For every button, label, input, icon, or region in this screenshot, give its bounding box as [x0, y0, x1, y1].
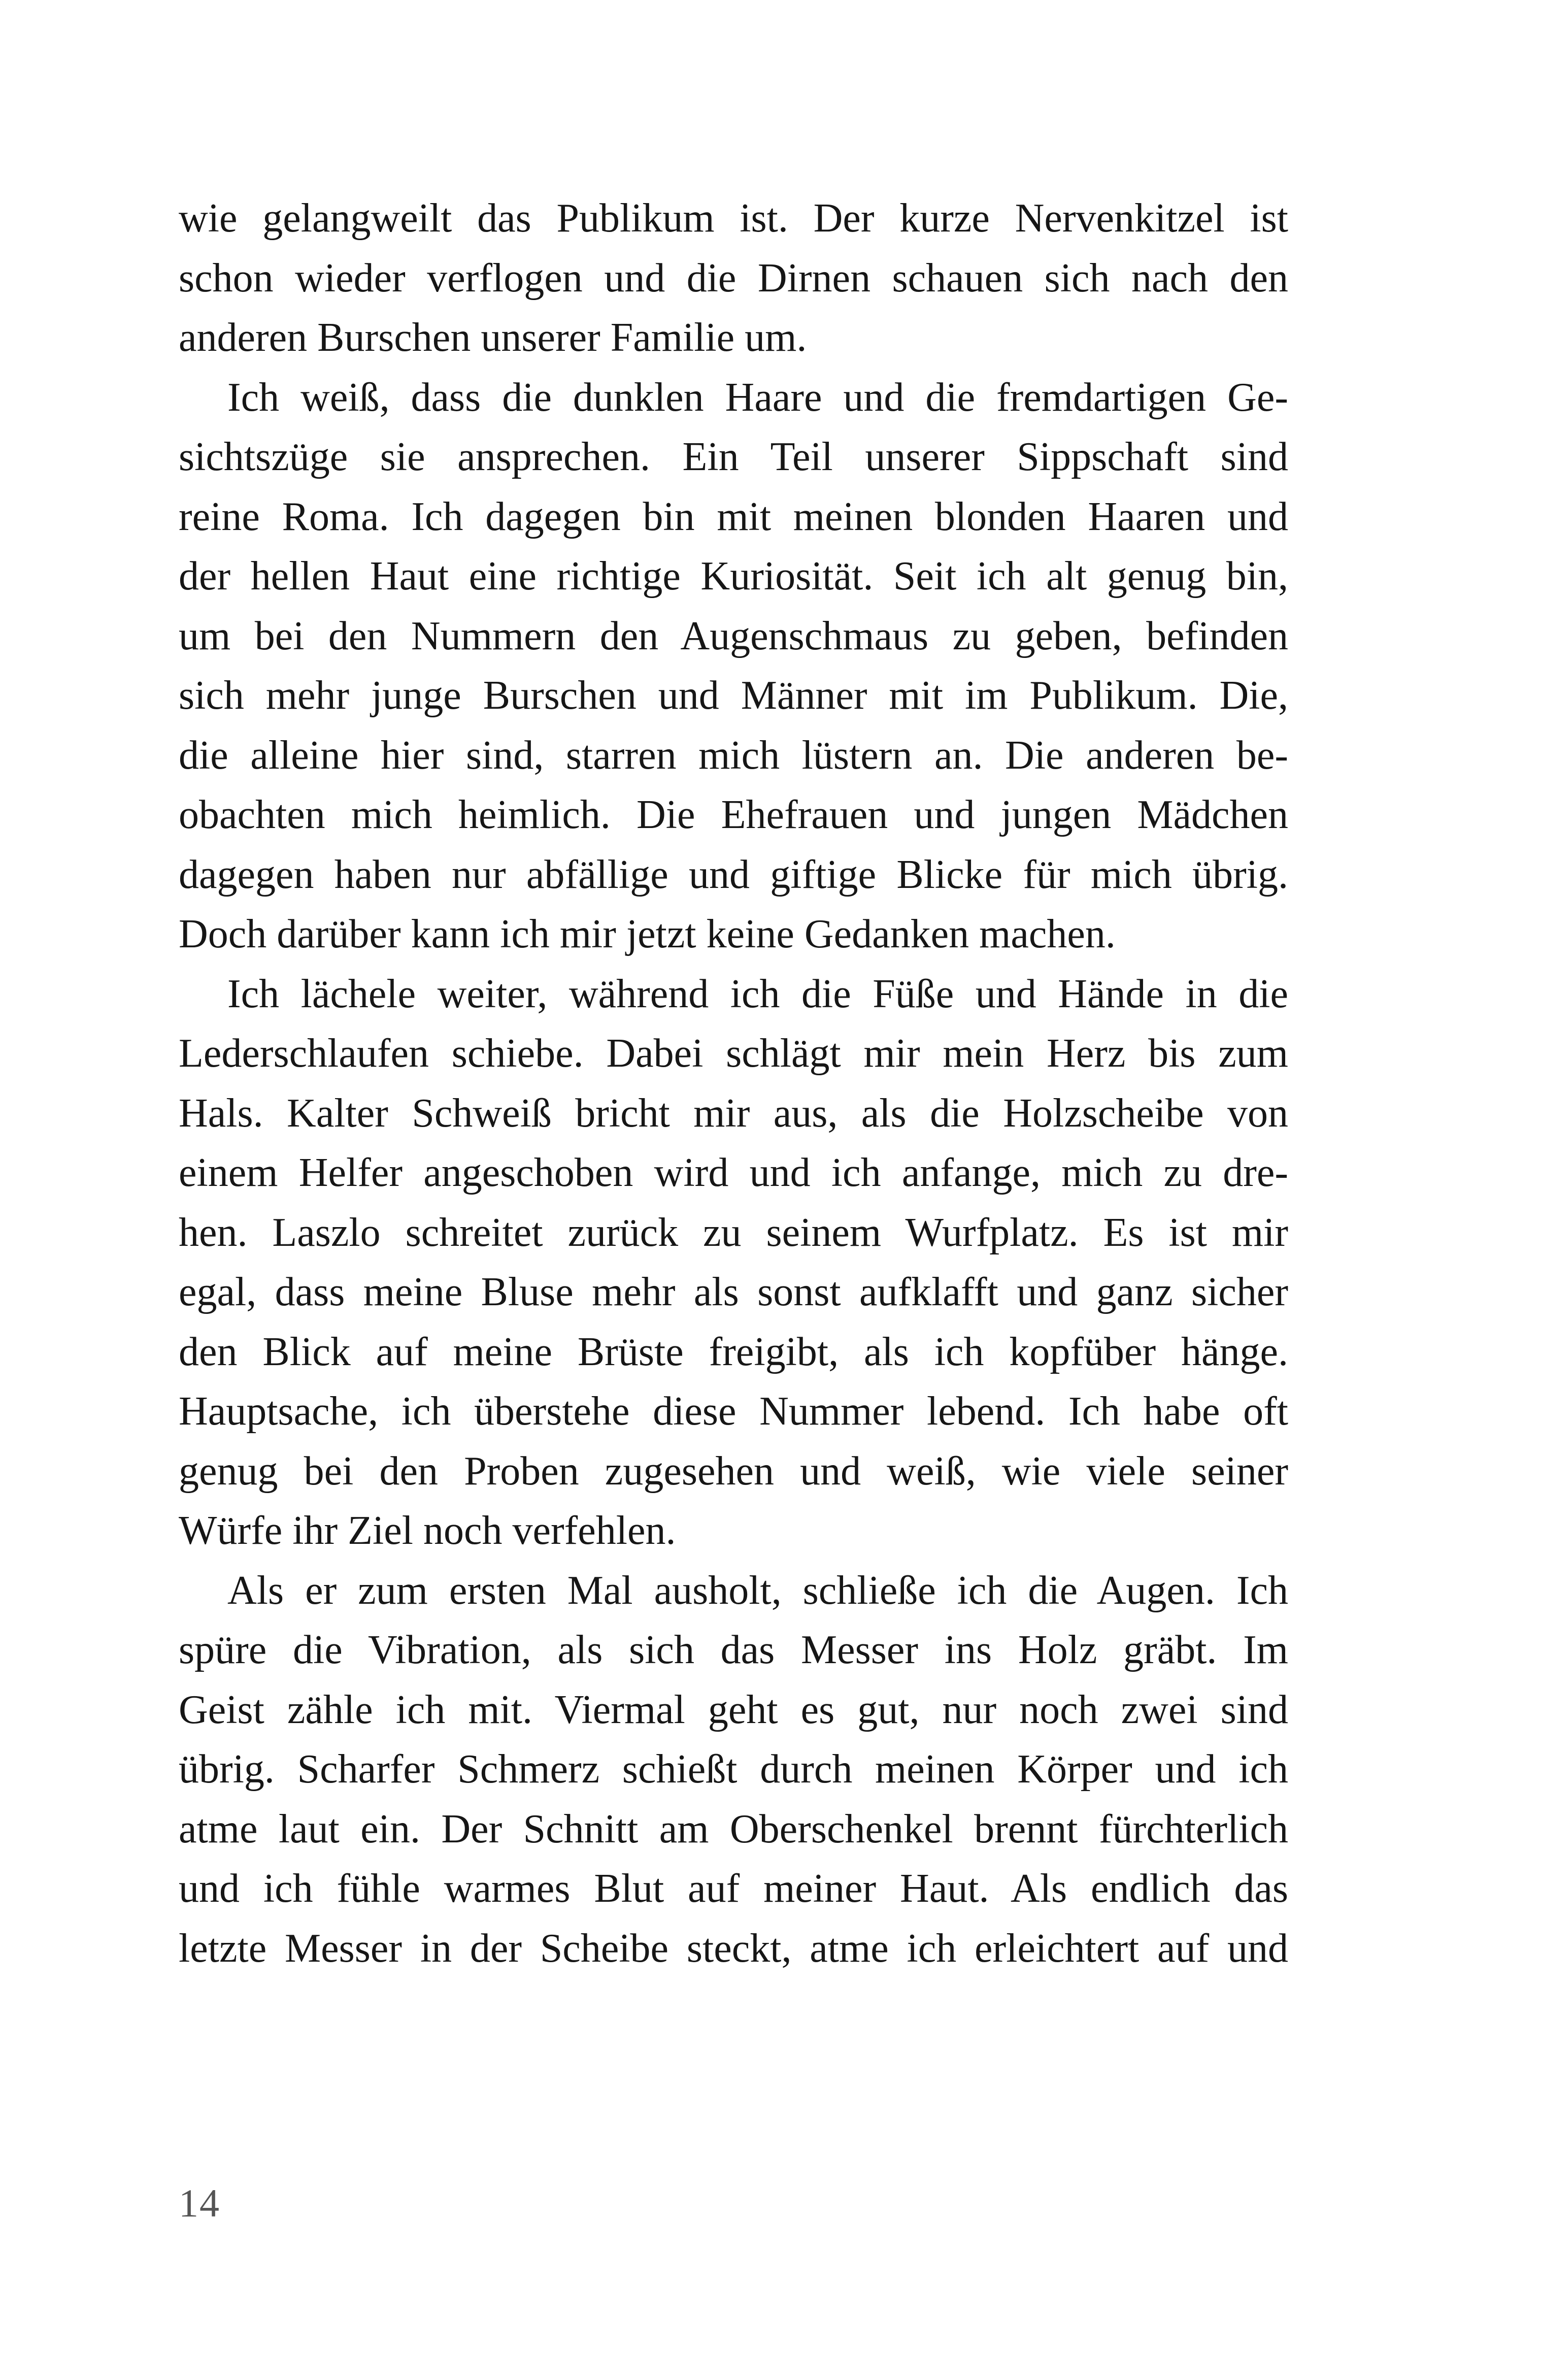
- paragraph-4: [179, 1561, 1288, 1979]
- text-line: und ich fühle warmes Blut auf meiner Haut. Als endlich das: [179, 1866, 1288, 1911]
- page-number: 14: [179, 2181, 220, 2225]
- text-line: Hauptsache, ich überstehe diese Nummer lebend. Ich habe oft: [179, 1389, 1288, 1434]
- text-line: Als er zum ersten Mal ausholt, schließe ich die Augen. Ich: [227, 1568, 1288, 1613]
- text-line: obachten mich heimlich. Die Ehefrauen und jungen Mädchen: [179, 792, 1288, 837]
- text-line: um bei den Nummern den Augenschmaus zu geben, befinden: [179, 613, 1288, 658]
- text-line: anderen Burschen unserer Familie um.: [179, 315, 807, 360]
- text-line: Ich weiß, dass die dunklen Haare und die fremdartigen Ge-: [227, 375, 1288, 420]
- text-line: schon wieder verflogen und die Dirnen schauen sich nach den: [179, 255, 1288, 301]
- text-line: den Blick auf meine Brüste freigibt, als ich kopfüber hänge.: [179, 1329, 1288, 1374]
- text-line: letzte Messer in der Scheibe steckt, atme ich erleichtert auf und: [179, 1926, 1288, 1971]
- text-line: Würfe ihr Ziel noch verfehlen.: [179, 1508, 676, 1553]
- paragraph-1: [179, 189, 1288, 368]
- text-line: reine Roma. Ich dagegen bin mit meinen blonden Haaren und: [179, 494, 1288, 539]
- text-line: dagegen haben nur abfällige und giftige Blicke für mich übrig.: [179, 852, 1288, 897]
- text-line: Ich lächele weiter, während ich die Füße und Hände in die: [227, 971, 1288, 1016]
- text-line: die alleine hier sind, starren mich lüstern an. Die anderen be-: [179, 733, 1288, 778]
- text-line: Hals. Kalter Schweiß bricht mir aus, als die Holzscheibe von: [179, 1090, 1288, 1136]
- text-line: hen. Laszlo schreitet zurück zu seinem Wurfplatz. Es ist mir: [179, 1210, 1288, 1255]
- text-line: Lederschlaufen schiebe. Dabei schlägt mir mein Herz bis zum: [179, 1031, 1288, 1076]
- text-line: wie gelangweilt das Publikum ist. Der kurze Nervenkitzel ist: [179, 196, 1288, 241]
- paragraph-2: [179, 368, 1288, 965]
- text-line: egal, dass meine Bluse mehr als sonst aufklafft und ganz sicher: [179, 1270, 1288, 1314]
- body-text: [179, 189, 1288, 1978]
- text-line: Geist zähle ich mit. Viermal geht es gut, nur noch zwei sind: [179, 1687, 1288, 1732]
- text-line: der hellen Haut eine richtige Kuriosität. Seit ich alt genug bin,: [179, 554, 1288, 599]
- text-line: einem Helfer angeschoben wird und ich anfange, mich zu dre-: [179, 1150, 1288, 1195]
- text-line: sichtszüge sie ansprechen. Ein Teil unserer Sippschaft sind: [179, 435, 1288, 479]
- paragraph-3: [179, 965, 1288, 1561]
- text-line: atme laut ein. Der Schnitt am Oberschenkel brennt fürchterlich: [179, 1806, 1288, 1852]
- text-line: Doch darüber kann ich mir jetzt keine Gedanken machen.: [179, 912, 1116, 956]
- text-line: genug bei den Proben zugesehen und weiß, wie viele seiner: [179, 1448, 1288, 1494]
- text-line: spüre die Vibration, als sich das Messer ins Holz gräbt. Im: [179, 1628, 1288, 1672]
- text-line: übrig. Scharfer Schmerz schießt durch meinen Körper und ich: [179, 1747, 1288, 1792]
- text-line: sich mehr junge Burschen und Männer mit im Publikum. Die,: [179, 673, 1288, 718]
